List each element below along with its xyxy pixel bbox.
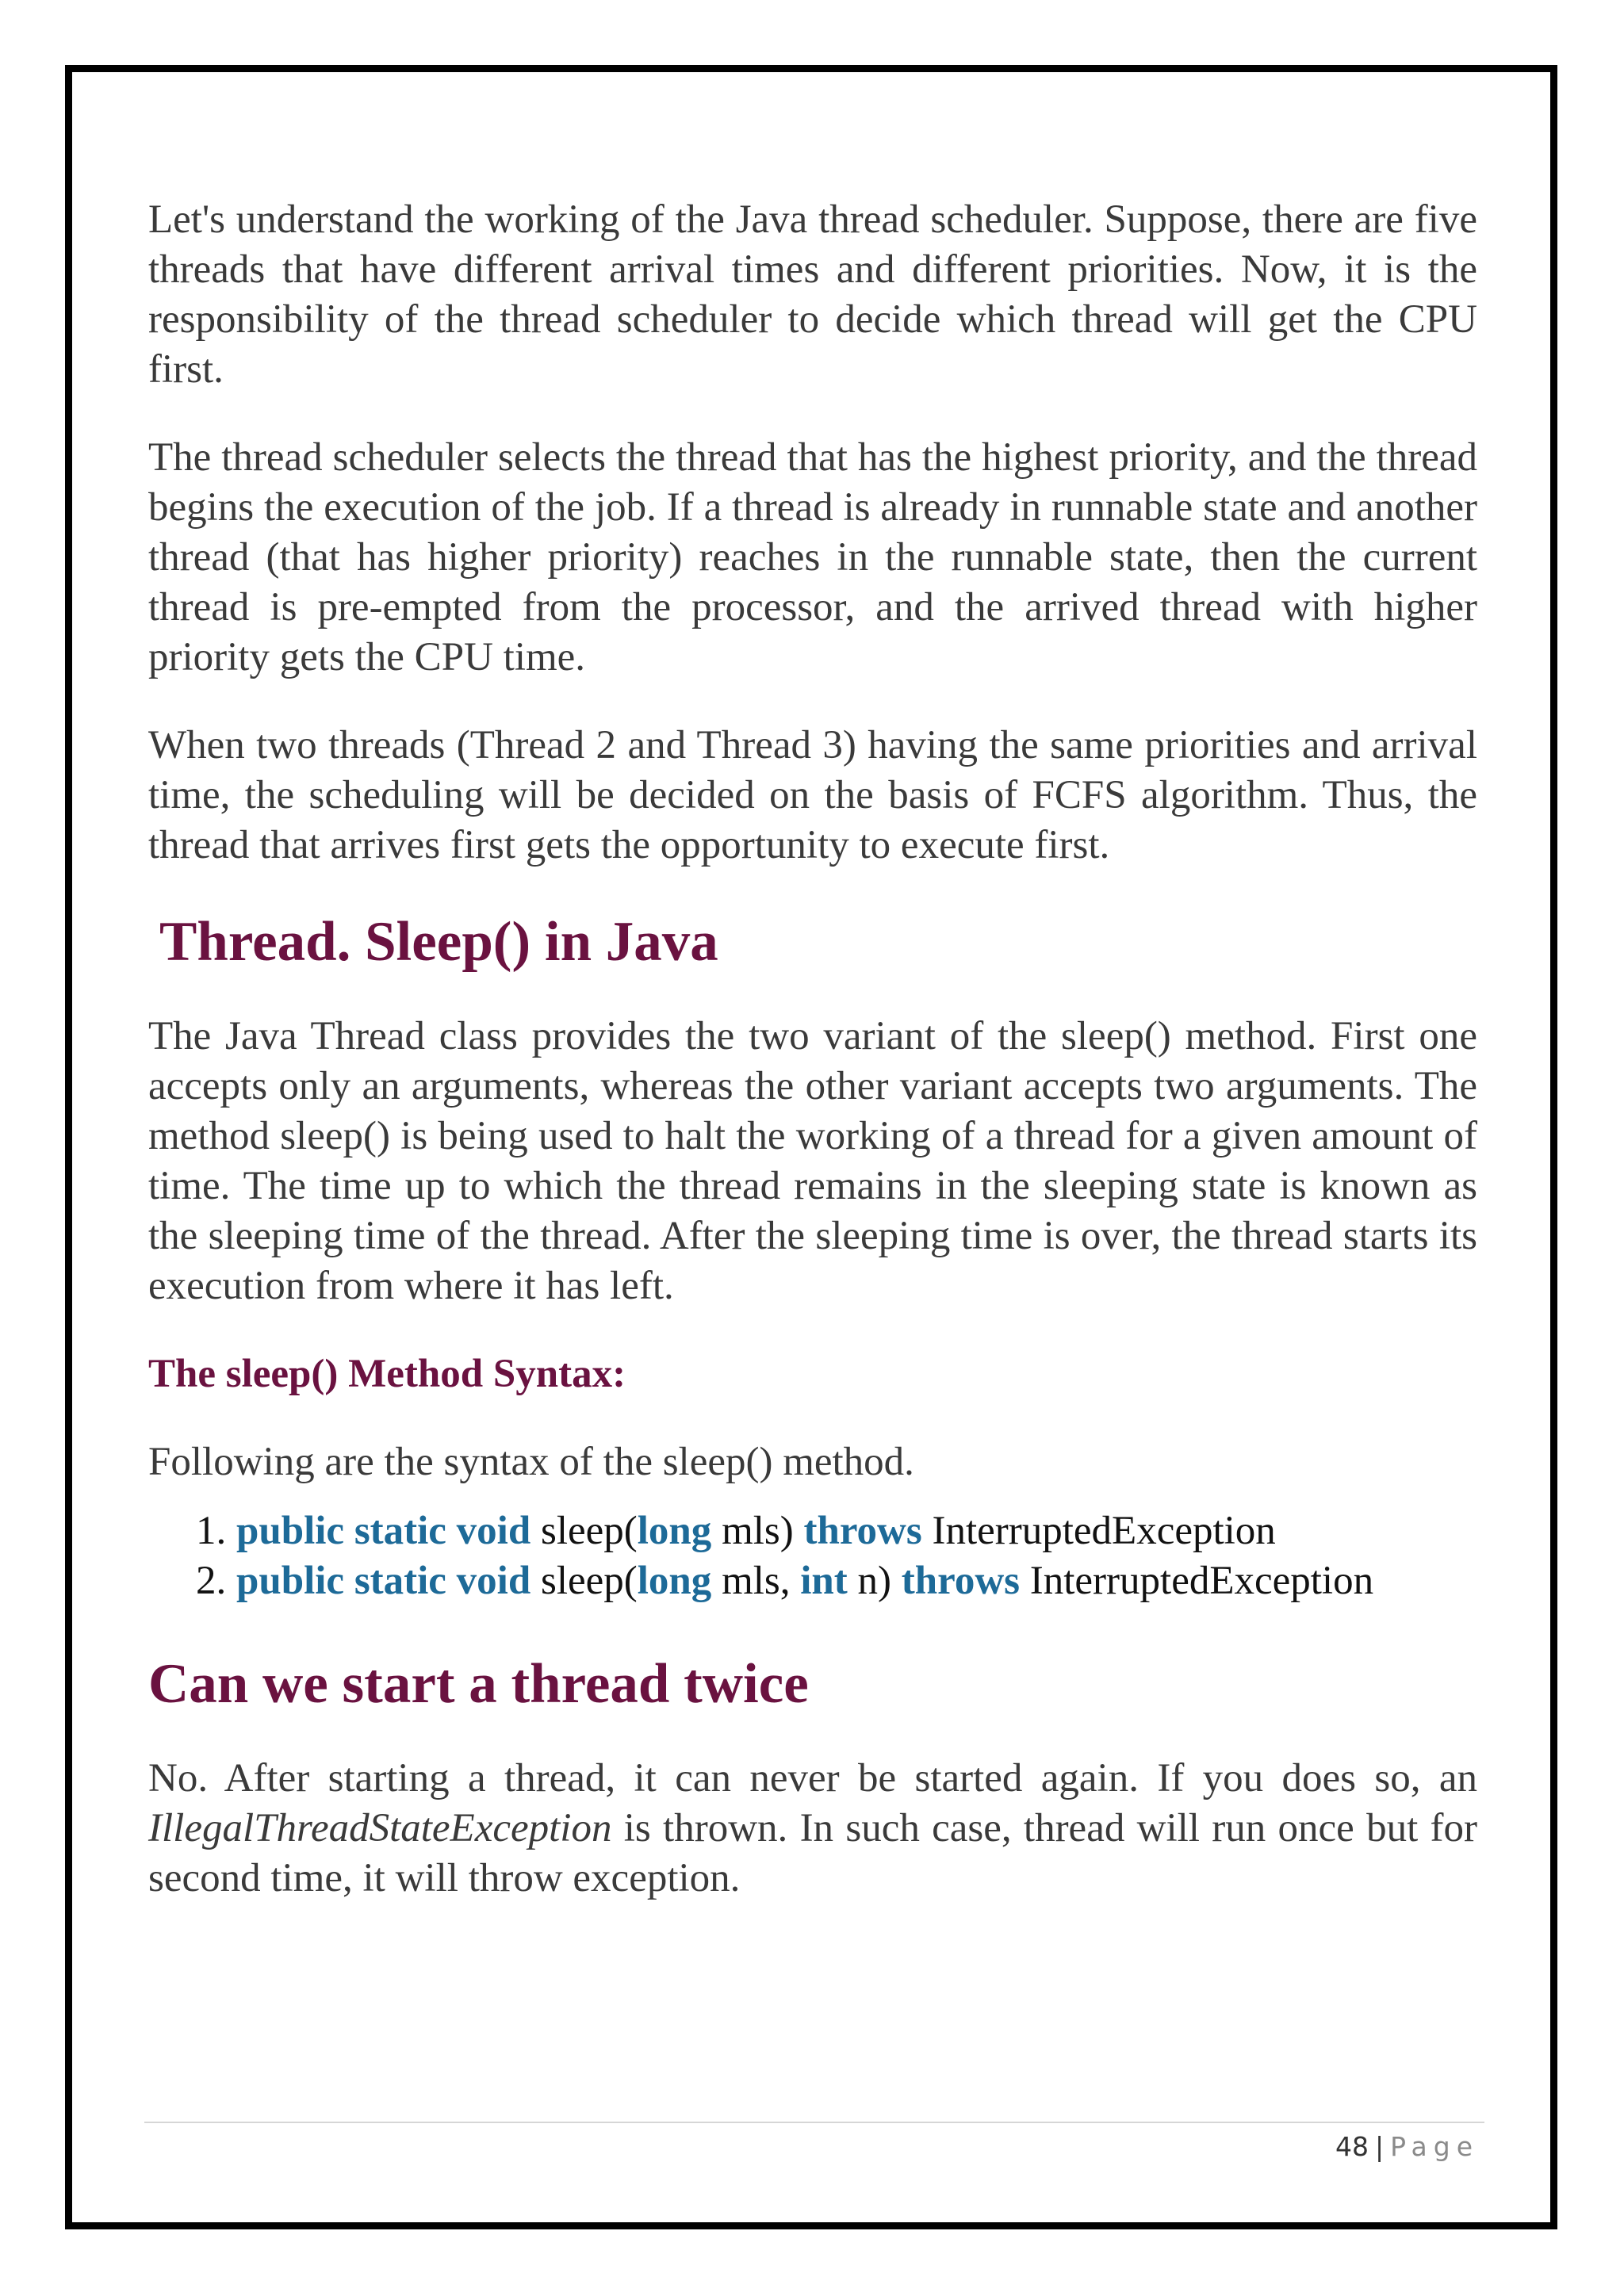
footer-separator: | [1374, 2131, 1385, 2162]
keyword-long: long [637, 1509, 712, 1553]
syntax-code-1 [236, 1509, 1276, 1553]
list-item [148, 1556, 1477, 1606]
paragraph-sleep-description: The Java Thread class provides the two variant of the sleep() method. First one accepts only an arguments, whereas the other variant accepts two arguments. The method sleep() is being used to halt the working of a thread for a given amount of time. The time up to which the thread remains in the sleeping state is known as the sleeping time of the thread. After the sleeping time is over, the thread starts its execution from where it has left. [148, 1014, 1477, 1308]
keyword-throws: throws [901, 1559, 1021, 1603]
page-label: Page [1390, 2131, 1479, 2162]
paragraph-start-twice [148, 1754, 1477, 1904]
start-twice-text-b: is thrown. In such case, thread will run once but for second time, it will throw exception. [148, 1806, 1477, 1900]
exception-name: InterruptedException [921, 1509, 1276, 1553]
method-name: sleep( [530, 1509, 638, 1553]
keyword-modifiers: public static void [236, 1509, 531, 1553]
paragraph-priority-selection: The thread scheduler selects the thread that has the highest priority, and the thread begins the execution of the job. If a thread is already in runnable state and another thread (that has higher priority) reaches in the runnable state, then the current thread is pre-empted from the processor, and the arrived thread with higher priority gets the CPU time. [148, 435, 1477, 679]
list-item [148, 1506, 1477, 1556]
footer-divider [144, 2122, 1484, 2123]
paragraph-scheduler-intro: Let's understand the working of the Java thread scheduler. Suppose, there are five threads that have different arrival times and different priorities. Now, it is the responsibility of the thread scheduler to decide which thread will get the CPU first. [148, 197, 1477, 392]
page-number: 48 [1335, 2131, 1369, 2162]
keyword-modifiers: public static void [236, 1559, 531, 1603]
method-args: mls) [711, 1509, 804, 1553]
page-footer [1335, 2131, 1479, 2162]
method-args-b: n) [847, 1559, 902, 1603]
subheading-sleep-syntax: The sleep() Method Syntax: [148, 1352, 626, 1396]
start-twice-text-a: No. After starting a thread, it can never be started again. If you does so, an [148, 1756, 1477, 1800]
method-args-a: mls, [711, 1559, 801, 1603]
syntax-code-2 [236, 1559, 1373, 1603]
page-content [148, 195, 1477, 1942]
keyword-long: long [637, 1559, 712, 1603]
paragraph-syntax-intro: Following are the syntax of the sleep() method. [148, 1440, 914, 1484]
list-number: 2. [196, 1559, 227, 1603]
exception-name: InterruptedException [1020, 1559, 1374, 1603]
syntax-list [148, 1506, 1477, 1606]
keyword-throws: throws [803, 1509, 922, 1553]
list-number: 1. [196, 1509, 227, 1553]
heading-thread-sleep: Thread. Sleep() in Java [159, 911, 718, 973]
exception-class-name: IllegalThreadStateException [148, 1806, 612, 1850]
heading-start-thread-twice: Can we start a thread twice [148, 1653, 809, 1715]
method-name: sleep( [530, 1559, 638, 1603]
keyword-int: int [800, 1559, 848, 1603]
paragraph-fcfs: When two threads (Thread 2 and Thread 3) having the same priorities and arrival time, the scheduling will be decided on the basis of FCFS algorithm. Thus, the thread that arrives first gets the opportunity to execute first. [148, 723, 1477, 867]
